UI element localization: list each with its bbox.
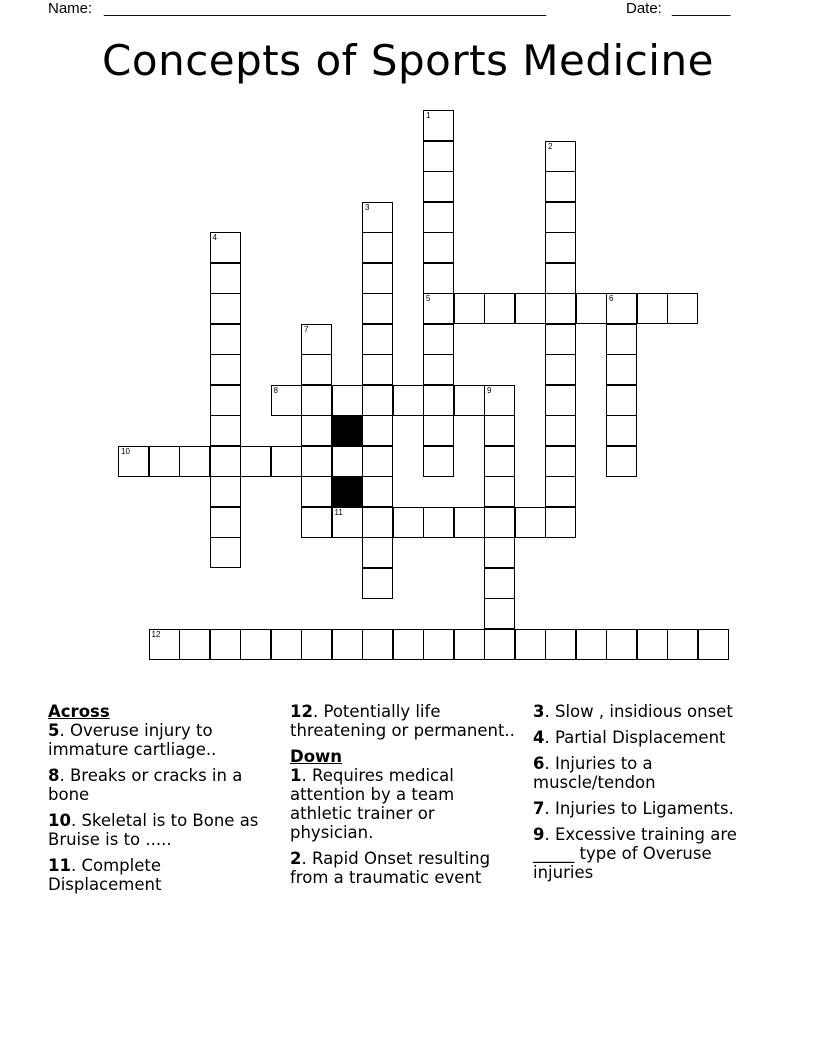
grid-cell[interactable]: [210, 537, 241, 568]
grid-cell[interactable]: [423, 354, 454, 385]
grid-cell[interactable]: [606, 293, 637, 324]
grid-cell[interactable]: [362, 293, 393, 324]
grid-cell[interactable]: [210, 629, 241, 660]
grid-cell[interactable]: [210, 507, 241, 538]
grid-cell[interactable]: [332, 446, 363, 477]
grid-cell[interactable]: [545, 232, 576, 263]
grid-cell[interactable]: [210, 324, 241, 355]
cell-number: 7: [304, 324, 309, 334]
clue-down-7: [533, 799, 758, 818]
grid-cell[interactable]: [606, 354, 637, 385]
clue-number: 1: [290, 766, 302, 785]
grid-cell[interactable]: [484, 476, 515, 507]
clue-down-3: [533, 702, 758, 721]
grid-cell[interactable]: [240, 446, 271, 477]
grid-cell[interactable]: [362, 415, 393, 446]
grid-cell[interactable]: [515, 293, 546, 324]
clue-text: . Excessive training are _____ type of Overuse injuries: [533, 825, 737, 882]
grid-cell[interactable]: [271, 629, 302, 660]
page-title: Concepts of Sports Medicine: [102, 36, 714, 85]
grid-cell[interactable]: [210, 354, 241, 385]
cell-number: 2: [548, 141, 553, 151]
grid-cell[interactable]: [149, 446, 180, 477]
blocked-cell: [332, 415, 363, 446]
grid-cell[interactable]: [210, 263, 241, 294]
grid-cell[interactable]: [118, 446, 149, 477]
grid-cell[interactable]: [423, 202, 454, 233]
clue-number: 3: [533, 702, 545, 721]
grid-cell[interactable]: [484, 568, 515, 599]
clue-number: 7: [533, 799, 545, 818]
grid-cell[interactable]: [515, 629, 546, 660]
clue-number: 2: [290, 849, 302, 868]
grid-cell[interactable]: [362, 476, 393, 507]
grid-cell[interactable]: [454, 385, 485, 416]
grid-cell[interactable]: [545, 415, 576, 446]
grid-cell[interactable]: [301, 476, 332, 507]
cell-number: 10: [121, 446, 130, 456]
grid-cell[interactable]: [423, 446, 454, 477]
grid-cell[interactable]: [179, 446, 210, 477]
cell-number: 12: [151, 629, 161, 639]
cell-number: 1: [426, 111, 431, 120]
clue-down-2: [290, 849, 515, 887]
grid-cell[interactable]: [484, 385, 515, 416]
grid-cell[interactable]: [545, 507, 576, 538]
grid-cell[interactable]: [423, 385, 454, 416]
clue-down-4: [533, 728, 758, 747]
grid-cell[interactable]: [423, 293, 454, 324]
grid-cell[interactable]: [210, 476, 241, 507]
clue-number: 8: [48, 766, 60, 785]
grid-cell[interactable]: [545, 354, 576, 385]
grid-cell[interactable]: [484, 446, 515, 477]
grid-cell[interactable]: [210, 293, 241, 324]
grid-cell[interactable]: [423, 507, 454, 538]
grid-cell[interactable]: [332, 629, 363, 660]
grid-cell[interactable]: [545, 446, 576, 477]
clue-number: 4: [533, 728, 545, 747]
grid-cell[interactable]: [362, 354, 393, 385]
grid-cell[interactable]: [362, 232, 393, 263]
grid-cell[interactable]: [210, 415, 241, 446]
clue-across-10: [48, 811, 273, 849]
name-field-line[interactable]: _____________________________________________________: [104, 0, 547, 17]
grid-cell[interactable]: [271, 385, 302, 416]
grid-cell[interactable]: [454, 293, 485, 324]
grid-cell[interactable]: [362, 202, 393, 233]
grid-cell[interactable]: [698, 629, 729, 660]
blocked-cell: [332, 476, 363, 507]
grid-cell[interactable]: [545, 476, 576, 507]
grid-cell[interactable]: [423, 629, 454, 660]
grid-cell[interactable]: [423, 415, 454, 446]
grid-cell[interactable]: [545, 385, 576, 416]
clue-number: 5: [48, 721, 60, 740]
grid-cell[interactable]: [606, 629, 637, 660]
clue-text: . Injuries to a muscle/tendon: [533, 754, 656, 792]
clue-number: 9: [533, 825, 545, 844]
clue-text: . Requires medical attention by a team athletic trainer or physician.: [290, 766, 455, 842]
grid-cell[interactable]: [362, 324, 393, 355]
grid-cell[interactable]: [301, 629, 332, 660]
down-heading: Down: [290, 747, 343, 766]
clue-down-6: [533, 754, 758, 792]
grid-cell[interactable]: [362, 568, 393, 599]
grid-cell[interactable]: [301, 446, 332, 477]
grid-cell[interactable]: [423, 171, 454, 202]
grid-cell[interactable]: [362, 507, 393, 538]
grid-cell[interactable]: [484, 293, 515, 324]
clues-column-2: [290, 702, 515, 894]
grid-cell[interactable]: [423, 110, 454, 141]
clue-number: 6: [533, 754, 545, 773]
clue-text: . Rapid Onset resulting from a traumatic event: [290, 849, 491, 887]
clue-text: . Breaks or cracks in a bone: [48, 766, 243, 804]
grid-cell[interactable]: [423, 232, 454, 263]
grid-cell[interactable]: [271, 446, 302, 477]
grid-cell[interactable]: [332, 385, 363, 416]
clue-text: . Potentially life threatening or permanent..: [290, 702, 515, 740]
grid-cell[interactable]: [423, 141, 454, 172]
cell-number: 9: [487, 385, 492, 395]
clue-across-12: [290, 702, 515, 740]
grid-cell[interactable]: [667, 293, 698, 324]
grid-cell[interactable]: [515, 507, 546, 538]
grid-cell[interactable]: [545, 141, 576, 172]
grid-cell[interactable]: [484, 415, 515, 446]
grid-cell[interactable]: [545, 171, 576, 202]
clues-column-3: [533, 702, 758, 889]
grid-cell[interactable]: [149, 629, 180, 660]
grid-cell[interactable]: [393, 629, 424, 660]
grid-cell[interactable]: [667, 629, 698, 660]
clue-text: . Slow , insidious onset: [544, 702, 733, 721]
clue-text: . Complete Displacement: [48, 856, 162, 894]
grid-cell[interactable]: [301, 324, 332, 355]
grid-cell[interactable]: [393, 385, 424, 416]
grid-cell[interactable]: [606, 324, 637, 355]
grid-cell[interactable]: [606, 415, 637, 446]
cell-number: 11: [334, 507, 343, 517]
cell-number: 5: [426, 294, 431, 303]
grid-cell[interactable]: [332, 507, 363, 538]
clue-across-8: [48, 766, 273, 804]
grid-cell[interactable]: [545, 324, 576, 355]
grid-cell[interactable]: [637, 293, 668, 324]
clue-number: 11: [48, 856, 71, 875]
grid-cell[interactable]: [606, 385, 637, 416]
clue-text: . Overuse injury to immature cartliage..: [48, 721, 217, 759]
grid-cell[interactable]: [301, 415, 332, 446]
grid-cell[interactable]: [423, 263, 454, 294]
grid-cell[interactable]: [545, 293, 576, 324]
grid-cell[interactable]: [362, 446, 393, 477]
grid-cell[interactable]: [393, 507, 424, 538]
clue-text: . Injuries to Ligaments.: [544, 799, 734, 818]
grid-cell[interactable]: [484, 598, 515, 629]
cell-number: 8: [273, 385, 278, 395]
grid-cell[interactable]: [484, 507, 515, 538]
clue-number: 10: [48, 811, 71, 830]
date-label: Date:: [626, 0, 662, 17]
cell-number: 4: [212, 233, 217, 242]
grid-cell[interactable]: [362, 629, 393, 660]
date-field-line[interactable]: _______: [672, 0, 731, 17]
across-heading: Across: [48, 702, 110, 721]
grid-cell[interactable]: [606, 446, 637, 477]
grid-cell[interactable]: [301, 354, 332, 385]
clues-column-1: [48, 702, 273, 901]
grid-cell[interactable]: [240, 629, 271, 660]
grid-cell[interactable]: [637, 629, 668, 660]
grid-cell[interactable]: [210, 385, 241, 416]
grid-cell[interactable]: [210, 446, 241, 477]
grid-cell[interactable]: [362, 537, 393, 568]
grid-cell[interactable]: [301, 385, 332, 416]
grid-cell[interactable]: [362, 385, 393, 416]
grid-cell[interactable]: [423, 324, 454, 355]
grid-cell[interactable]: [484, 537, 515, 568]
name-label: Name:: [48, 0, 93, 17]
grid-cell[interactable]: [545, 263, 576, 294]
cell-number: 6: [609, 294, 614, 303]
grid-cell[interactable]: [454, 507, 485, 538]
grid-cell[interactable]: [484, 629, 515, 660]
clue-down-9: [533, 825, 758, 882]
grid-cell[interactable]: [545, 629, 576, 660]
clue-down-1: [290, 766, 515, 842]
grid-cell[interactable]: [301, 507, 332, 538]
clue-number: 12: [290, 702, 313, 721]
grid-cell[interactable]: [576, 629, 607, 660]
grid-cell[interactable]: [454, 629, 485, 660]
grid-cell[interactable]: [576, 293, 607, 324]
clue-text: . Partial Displacement: [544, 728, 726, 747]
grid-cell[interactable]: [179, 629, 210, 660]
clue-text: . Skeletal is to Bone as Bruise is to .....: [48, 811, 259, 849]
clue-across-11: [48, 856, 273, 894]
clue-across-5: [48, 721, 273, 759]
grid-cell[interactable]: [362, 263, 393, 294]
grid-cell[interactable]: [545, 202, 576, 233]
grid-cell[interactable]: [210, 232, 241, 263]
cell-number: 3: [365, 202, 370, 212]
